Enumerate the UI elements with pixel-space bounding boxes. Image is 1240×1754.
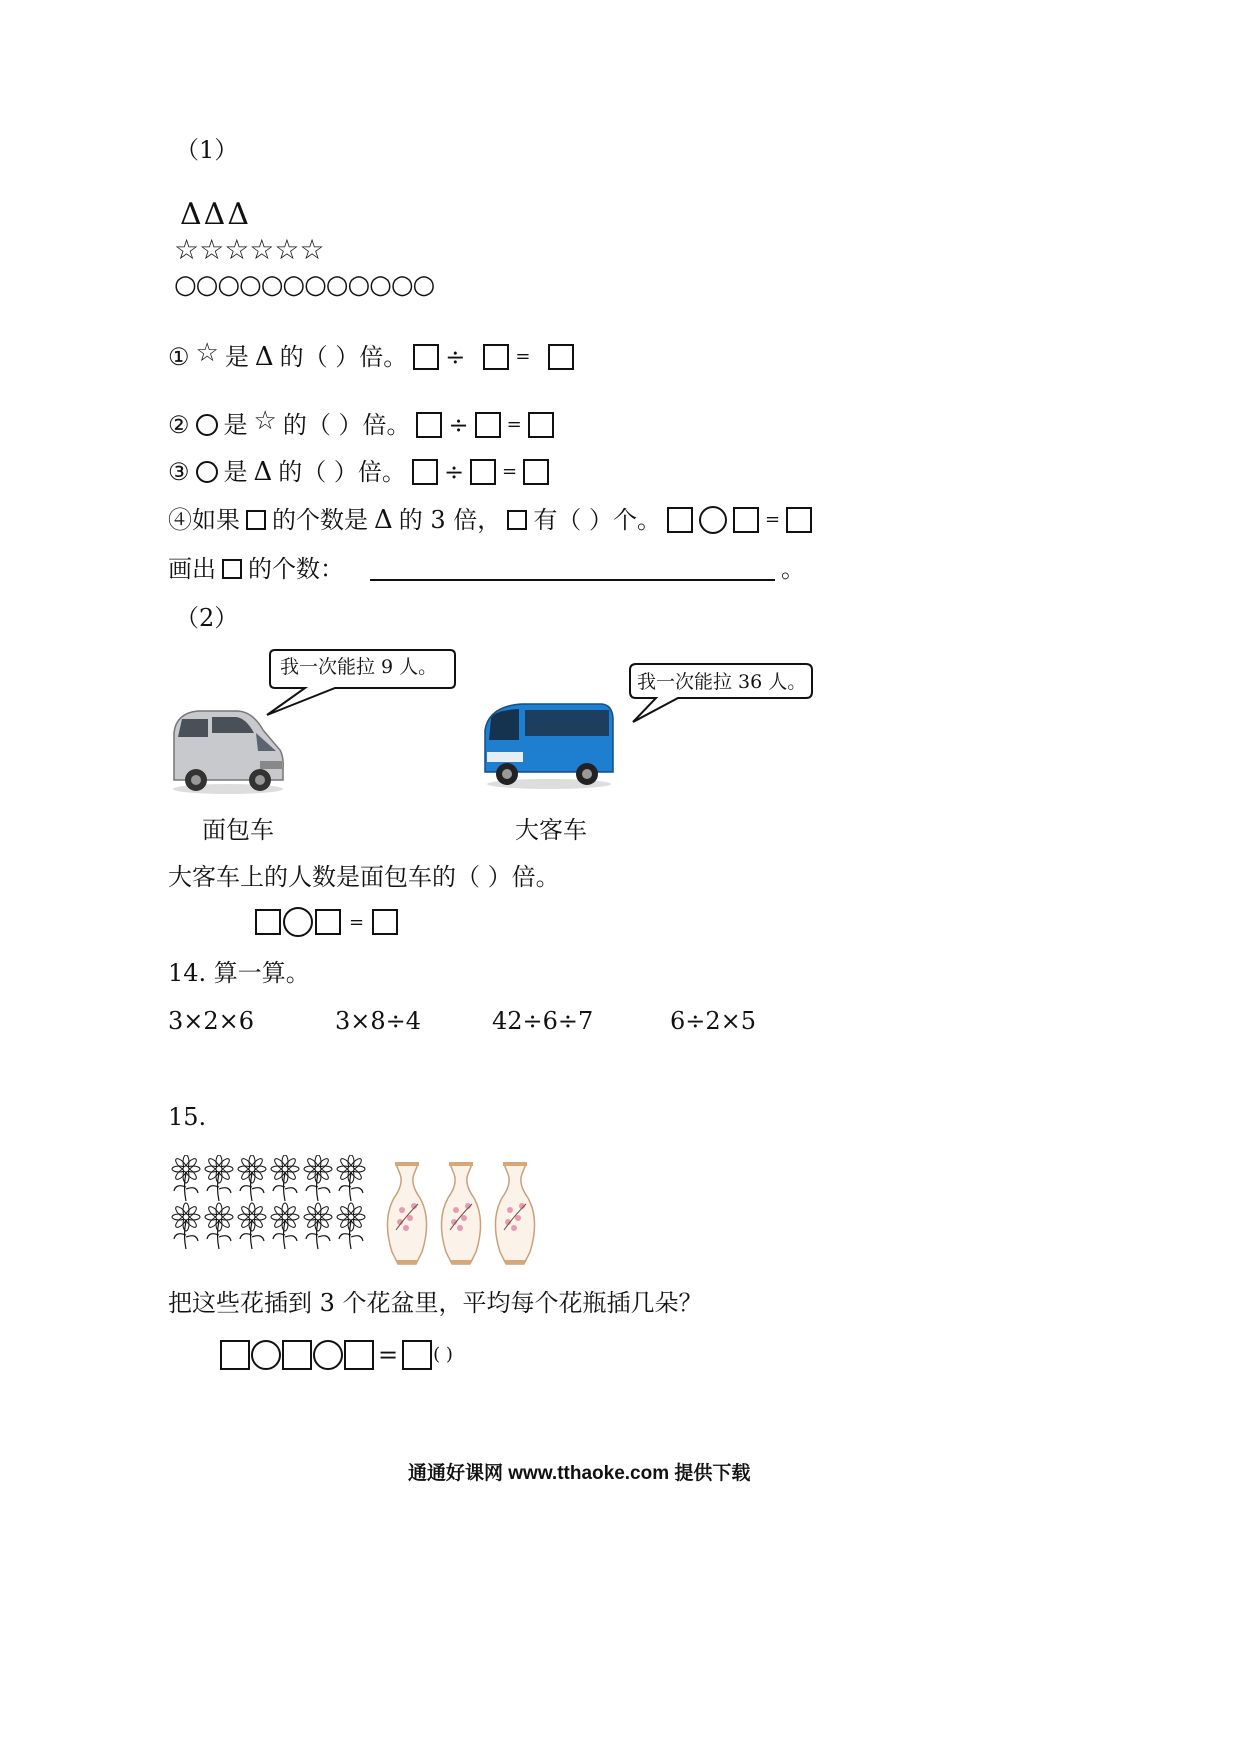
unit-blank[interactable]: ( ) (433, 1344, 453, 1365)
answer-box[interactable] (344, 1340, 374, 1370)
vases-image (382, 1160, 542, 1270)
q15-question: 把这些花插到 3 个花盆里，平均每个花瓶插几朵？ (168, 1289, 703, 1317)
bus-label: 大客车 (515, 816, 587, 844)
part1-label: （1） (175, 136, 239, 164)
operator-circle[interactable] (313, 1340, 343, 1370)
van-bubble-text: 我一次能拉 9 人。 (280, 656, 438, 678)
answer-box[interactable] (255, 909, 281, 935)
triangle-icon: Δ (254, 342, 274, 372)
square-icon (507, 510, 527, 530)
answer-box[interactable] (733, 507, 759, 533)
part2-equation: = (255, 907, 398, 937)
answer-box[interactable] (786, 507, 812, 533)
square-icon (222, 559, 242, 579)
question-1: ① ☆ 是 Δ 的（ ）倍。 ÷ = (168, 342, 574, 372)
flower-icon (304, 1203, 332, 1249)
van-label: 面包车 (202, 816, 274, 844)
expr-3: 42÷6÷7 (492, 1007, 594, 1035)
answer-box[interactable] (475, 412, 501, 438)
answer-line[interactable] (370, 557, 775, 581)
answer-box[interactable] (667, 507, 693, 533)
answer-box[interactable] (413, 344, 439, 370)
answer-box[interactable] (402, 1340, 432, 1370)
flower-icon (271, 1155, 299, 1201)
bus-bubble-text: 我一次能拉 36 人。 (637, 671, 807, 693)
flower-icon (172, 1155, 200, 1201)
vase-icon (441, 1162, 480, 1264)
star-row: ☆☆☆☆☆☆ (174, 233, 325, 266)
expr-2: 3×8÷4 (335, 1007, 422, 1035)
flower-icon (238, 1155, 266, 1201)
operator-circle[interactable] (251, 1340, 281, 1370)
question-2: ② 是 ☆ 的（ ）倍。 ÷ = (168, 410, 554, 440)
answer-box[interactable] (548, 344, 574, 370)
flower-icon (337, 1155, 365, 1201)
circle-icon (196, 414, 218, 436)
part2-question: 大客车上的人数是面包车的（ ）倍。 (168, 863, 560, 891)
vase-icon (387, 1162, 426, 1264)
answer-box[interactable] (416, 412, 442, 438)
vase-icon (495, 1162, 534, 1264)
flower-icon (238, 1203, 266, 1249)
circle-row: ○○○○○○○○○○○○ (174, 270, 435, 300)
answer-box[interactable] (412, 459, 438, 485)
triangle-row: ΔΔΔ (180, 197, 251, 232)
triangle-icon: Δ (253, 457, 273, 487)
van-image (168, 705, 286, 795)
flower-icon (304, 1155, 332, 1201)
triangle-icon: Δ (374, 505, 393, 535)
flowers-image (168, 1155, 373, 1255)
flower-icon (205, 1203, 233, 1249)
answer-box[interactable] (220, 1340, 250, 1370)
operator-circle[interactable] (699, 506, 727, 534)
answer-box[interactable] (282, 1340, 312, 1370)
answer-box[interactable] (528, 412, 554, 438)
draw-squares-line: 画出 的个数： 。 (168, 555, 805, 583)
part2-label: （2） (175, 604, 239, 632)
circle-icon (196, 461, 218, 483)
q15-title: 15. (168, 1103, 207, 1131)
question-3: ③ 是 Δ 的（ ）倍。 ÷ = (168, 457, 549, 487)
footer-text: 通通好课网 www.tthaoke.com 提供下载 (408, 1463, 751, 1484)
bus-image (477, 700, 617, 790)
answer-box[interactable] (483, 344, 509, 370)
expr-4: 6÷2×5 (670, 1007, 757, 1035)
expr-1: 3×2×6 (168, 1007, 255, 1035)
flower-icon (172, 1203, 200, 1249)
answer-box[interactable] (470, 459, 496, 485)
operator-circle[interactable] (283, 907, 313, 937)
answer-box[interactable] (315, 909, 341, 935)
flower-icon (271, 1203, 299, 1249)
answer-box[interactable] (523, 459, 549, 485)
q14-title: 14. 算一算。 (168, 959, 310, 987)
star-icon: ☆ (195, 338, 219, 368)
flower-icon (205, 1155, 233, 1201)
question-4: ④如果 的个数是 Δ 的 3 倍， 有（ ）个。 = (168, 505, 812, 535)
star-icon: ☆ (253, 406, 277, 436)
square-icon (246, 510, 266, 530)
answer-box[interactable] (372, 909, 398, 935)
q15-equation: = ( ) (220, 1340, 453, 1370)
flower-icon (337, 1203, 365, 1249)
